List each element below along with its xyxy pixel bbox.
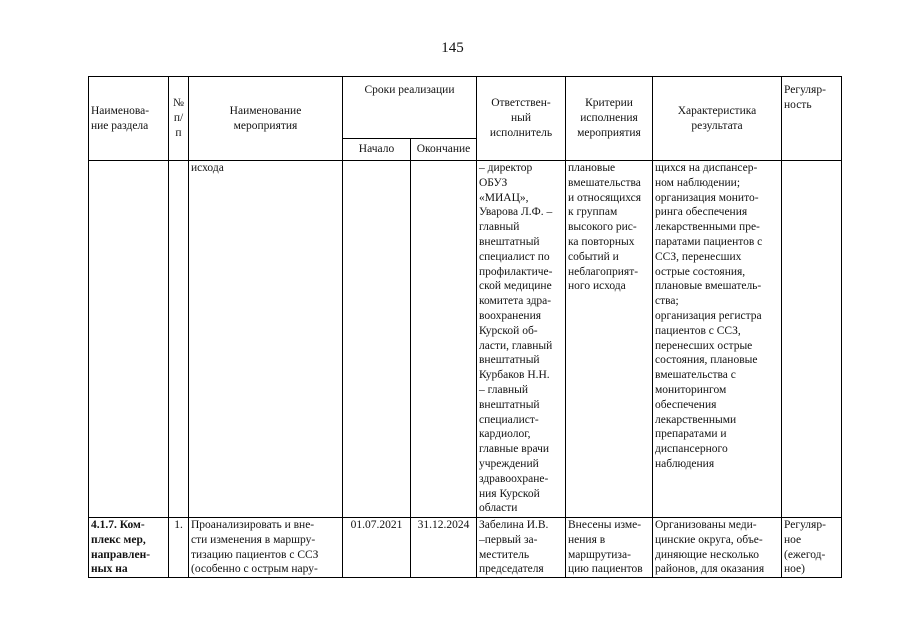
cell-result: Организованы меди- цинские округа, объе- диняющие несколько районов, для оказания [653, 518, 782, 578]
header-responsible: Ответствен- ный исполнитель [477, 77, 566, 161]
cell-end: 31.12.2024 [411, 518, 477, 578]
cell-end [411, 161, 477, 518]
plan-table [88, 76, 842, 578]
header-implementation-dates: Сроки реализации [343, 77, 477, 139]
cell-number [169, 161, 189, 518]
cell-number: 1. [169, 518, 189, 578]
header-criteria: Критерии исполнения мероприятия [566, 77, 653, 161]
header-measure-name: Наименование мероприятия [189, 77, 343, 161]
cell-section: 4.1.7. Ком- плекс мер, направлен- ных на [89, 518, 169, 578]
header-row [89, 77, 842, 139]
cell-measure: исхода [189, 161, 343, 518]
cell-regularity [782, 161, 842, 518]
header-section-name: Наименова- ние раздела [89, 77, 169, 161]
header-regularity: Регуляр- ность [782, 77, 842, 161]
cell-measure: Проанализировать и вне- сти изменения в маршру- тизацию пациентов с ССЗ (особенно с острым нару- [189, 518, 343, 578]
cell-section [89, 161, 169, 518]
cell-responsible: Забелина И.В. –первый за- меститель председателя [477, 518, 566, 578]
header-start: Начало [343, 139, 411, 161]
cell-start [343, 161, 411, 518]
cell-regularity: Регуляр- ное (ежегод- ное) [782, 518, 842, 578]
table-row [89, 518, 842, 578]
table-row [89, 161, 842, 518]
cell-responsible: – директор ОБУЗ «МИАЦ», Уварова Л.Ф. – главный внештатный специалист по профилактиче- ской медицине комитета здра- воохранения Курской об- ласти, главный внештатный Курбаков Н.Н. – главный внештатный специалист- кардиолог, главные врачи учреждений здравоохране- ния Курской области [477, 161, 566, 518]
cell-criteria: Внесены изме- нения в маршрутиза- цию пациентов [566, 518, 653, 578]
cell-criteria: плановые вмешательства и относящихся к группам высокого рис- ка повторных событий и неблагоприят- ного исхода [566, 161, 653, 518]
cell-result: щихся на диспансер- ном наблюдении; организация монито- ринга обеспечения лекарственными пре- паратами пациентов с ССЗ, перенесших острые состояния, плановые вмешатель- ства; организация регистра пациентов с ССЗ, перенесших острые состояния, плановые вмешательства с мониторингом обеспечения лекарственными препаратами и диспансерного наблюдения [653, 161, 782, 518]
header-end: Окончание [411, 139, 477, 161]
cell-start: 01.07.2021 [343, 518, 411, 578]
header-result: Характеристика результата [653, 77, 782, 161]
header-number: № п/п [169, 77, 189, 161]
page-number: 145 [441, 40, 464, 56]
